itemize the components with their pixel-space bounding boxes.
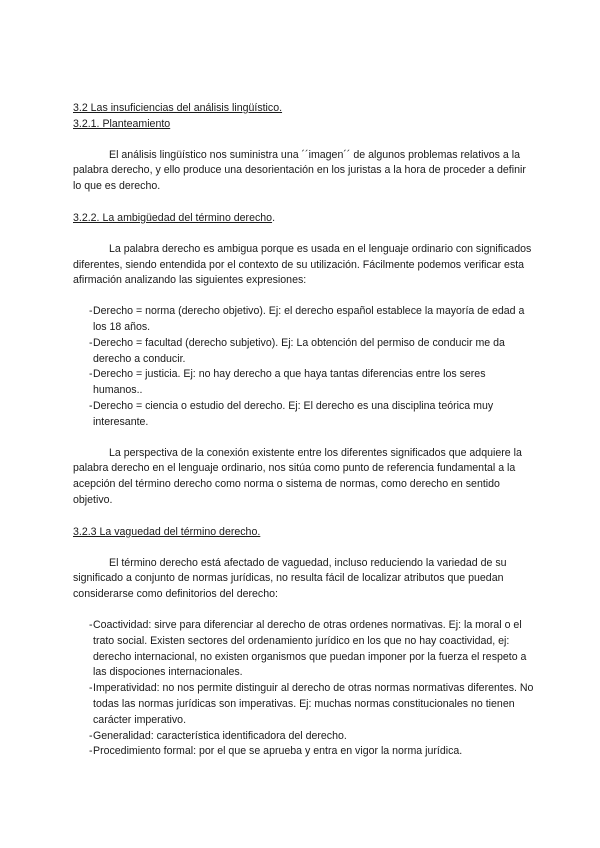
section-heading-3-2-1: 3.2.1. Planteamiento (73, 117, 171, 130)
list-item-text: Generalidad: característica identificadora del derecho. (93, 729, 347, 742)
list-attributes (73, 618, 535, 760)
list-item (73, 681, 535, 728)
list-item (73, 618, 535, 681)
list-item-text: Procedimiento formal: por el que se aprueba y entra en vigor la norma jurídica. (93, 745, 463, 758)
list-item (73, 399, 535, 431)
list-item (73, 336, 535, 368)
list-item (73, 744, 535, 760)
paragraph-perspectiva: La perspectiva de la conexión existente entre los diferentes significados que adquiere la palabra derecho en el lenguaje ordinario, nos sitúa como punto de referencia fundamental a la acepción del término derecho como norma o sistema de normas, como derecho en sentido objetivo. (73, 446, 522, 506)
list-item-text: Imperatividad: no nos permite distinguir al derecho de otras normas normativas diferentes. No todas las normas jurídicas son imperativas. Ej: muchas normas constitucionales no tienen carácter imperativo. (93, 682, 534, 726)
section-heading-3-2-3: 3.2.3 La vaguedad del término derecho. (73, 525, 261, 538)
section-heading-3-2-2-period: . (272, 211, 276, 224)
list-item-text: Derecho = norma (derecho objetivo). Ej: el derecho español establece la mayoría de edad a los 18 años. (93, 305, 525, 333)
dash-bullet: - (89, 682, 93, 695)
paragraph-planteamiento: El análisis lingüístico nos suministra una ´´imagen´´ de algunos problemas relativos a la palabra derecho, y ello produce una desorientación en los juristas a la hora de proceder a definir lo que es derecho. (73, 148, 526, 193)
dash-bullet: - (89, 368, 93, 381)
dash-bullet: - (89, 399, 93, 412)
dash-bullet: - (89, 745, 93, 758)
list-item-text: Derecho = ciencia o estudio del derecho. Ej: El derecho es una disciplina teórica muy interesante. (93, 399, 494, 428)
paragraph-vaguedad: El término derecho está afectado de vaguedad, incluso reduciendo la variedad de su significado a conjunto de normas jurídicas, no resulta fácil de localizar atributos que puedan considerarse como definitorios del derecho: (73, 556, 507, 601)
list-item (73, 304, 535, 336)
section-heading-3-2-2: 3.2.2. La ambigüedad del término derecho (73, 211, 273, 224)
dash-bullet: - (89, 336, 93, 349)
paragraph-ambiguedad: La palabra derecho es ambigua porque es usada en el lenguaje ordinario con significados diferentes, siendo entendida por el contexto de su utilización. Fácilmente podemos verificar esta afirmación analizando las siguientes expresiones: (73, 242, 532, 287)
list-item-text: Derecho = facultad (derecho subjetivo). Ej: La obtención del permiso de conducir me da derecho a conducir. (93, 336, 505, 365)
list-item-text: Derecho = justicia. Ej: no hay derecho a que haya tantas diferencias entre los seres humanos.. (93, 368, 486, 397)
dash-bullet: - (89, 305, 93, 318)
list-item (73, 729, 535, 745)
section-heading-3-2: 3.2 Las insuficiencias del análisis lingüístico. (73, 102, 283, 114)
dash-bullet: - (89, 618, 93, 631)
list-item (73, 367, 535, 399)
section-heading-3-2-2-line (73, 211, 535, 227)
dash-bullet: - (89, 729, 93, 742)
document-body (73, 101, 535, 760)
list-meanings (73, 304, 535, 430)
list-item-text: Coactividad: sirve para diferenciar al derecho de otras ordenes normativas. Ej: la moral o el trato social. Existen sectores del ordenamiento jurídico en los que no hay coactividad, ej: derecho internacional, no existen organismos que puedan imponer por la fuerza el respeto a las dispociones internacionales. (93, 618, 527, 679)
